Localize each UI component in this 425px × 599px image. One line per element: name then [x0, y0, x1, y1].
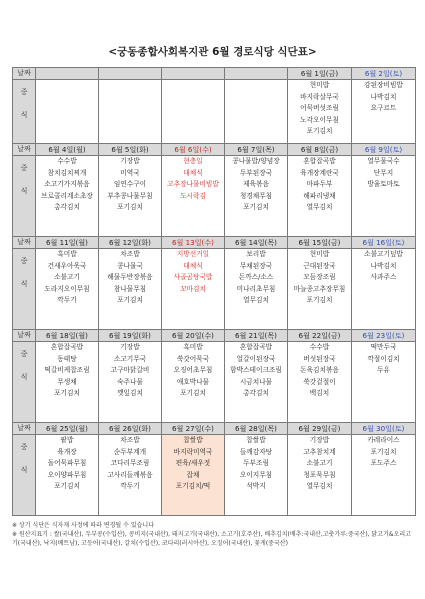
menu-item: 깍절이김치	[367, 354, 400, 363]
day-date	[162, 68, 225, 80]
menu-item: 두부된장국	[239, 168, 273, 177]
date-row	[13, 144, 416, 156]
day-menu-cell	[352, 156, 416, 237]
menu-item: 청포묵무침	[303, 470, 336, 479]
menu-item: 나박김치	[370, 261, 397, 270]
menu-item: 떡만두국	[370, 343, 397, 351]
menu-item: 고구마닭갈비	[110, 366, 150, 375]
meal-row-label	[13, 435, 36, 516]
menu-item: 마늘종고추장무침	[293, 284, 346, 293]
menu-item: 수수밥	[57, 157, 77, 165]
meal-label-char: 중	[20, 87, 28, 96]
menu-item: 고사리들깨볶음	[107, 470, 153, 479]
day-menu-cell	[162, 435, 225, 516]
menu-item: 수수밥	[309, 343, 330, 351]
menu-item: 단무지	[373, 168, 394, 177]
menu-item: 두유	[377, 366, 390, 375]
menu-item: 제육볶음	[243, 180, 269, 189]
menu-item: 잡채	[186, 470, 200, 479]
menu-item: 무생채	[57, 377, 77, 386]
menu-item: 팥밥	[60, 436, 74, 444]
day-date: 6월 13일(수)	[162, 237, 225, 249]
menu-item: 찹쌀밥	[246, 436, 266, 444]
menu-item: 백김치	[309, 389, 330, 398]
menu-item: 깻잎김치	[117, 389, 143, 398]
day-date	[36, 68, 99, 80]
menu-item: 포기김치	[54, 389, 80, 398]
menu-item: 카레라이스	[367, 436, 400, 444]
day-menu-cell	[36, 435, 99, 516]
menu-item: 얼갈이된장국	[236, 354, 276, 363]
day-date: 6월 12일(화)	[99, 237, 162, 249]
menu-item: 현충일	[183, 157, 203, 165]
day-menu-cell	[99, 342, 162, 423]
day-menu-cell	[288, 435, 352, 516]
day-menu-cell	[352, 435, 416, 516]
day-menu-cell	[99, 435, 162, 516]
menu-item: 해물두반장볶음	[107, 273, 153, 282]
day-date: 6월 21일(목)	[225, 330, 288, 342]
menu-item: 현미밥	[309, 250, 330, 258]
day-date: 6월 20일(수)	[162, 330, 225, 342]
menu-item: 석박지	[246, 482, 266, 491]
menu-item: 깍두기	[57, 296, 77, 305]
menu-item: 모듬장조림	[303, 273, 336, 282]
day-date: 6월 6일(수)	[162, 144, 225, 156]
menu-item: 소불고기덮밥	[364, 250, 403, 258]
menu-item: 지방선거일	[176, 250, 210, 258]
menu-item: 고추장나물비빔밥	[167, 180, 219, 189]
menu-item: 육개장계란국	[300, 168, 339, 177]
date-row	[13, 423, 416, 435]
menu-item: 브로콜리계소초장	[41, 191, 93, 200]
menu-item: 두부조림	[243, 459, 269, 468]
date-row-label: 날짜	[13, 330, 36, 342]
day-date: 6월 9일(토)	[352, 144, 416, 156]
menu-item: 차조밥	[120, 250, 140, 258]
menu-item: 돈육김치볶음	[300, 366, 339, 375]
menu-item: 도시락김	[180, 191, 206, 200]
day-date: 6월 1일(금)	[288, 68, 352, 80]
menu-notes	[12, 521, 415, 548]
menu-item: 총각김치	[54, 203, 80, 212]
meal-row	[13, 435, 416, 516]
menu-item: 도라지오이무침	[44, 284, 90, 293]
menu-item: 열무김치	[243, 296, 269, 305]
day-menu-cell	[352, 249, 416, 330]
menu-item: 혼합잡곡밥	[303, 157, 336, 165]
menu-item: 시금치나물	[239, 377, 273, 386]
menu-item: 미나리초무침	[236, 284, 276, 293]
day-date: 6월 29일(금)	[288, 423, 352, 435]
menu-item: 참치김치찌개	[47, 168, 87, 177]
day-date: 6월 14일(목)	[225, 237, 288, 249]
menu-item: 오이양파무침	[47, 470, 87, 479]
day-menu-cell	[36, 249, 99, 330]
menu-item: 흑미밥	[57, 250, 77, 258]
menu-item: 강된장비빔밥	[364, 81, 403, 89]
menu-item: 미역국	[120, 168, 140, 177]
day-menu-cell	[36, 80, 99, 144]
menu-item: 열무김치	[306, 203, 333, 212]
menu-item: 포기김치/떡	[175, 482, 211, 491]
day-menu-cell	[99, 80, 162, 144]
menu-item: 애호박나물	[176, 377, 210, 386]
day-menu-cell	[288, 80, 352, 144]
menu-item: 돌어묵파무침	[47, 459, 87, 468]
menu-item: 포기김치	[306, 127, 333, 136]
day-date: 6월 16일(토)	[352, 237, 416, 249]
meal-row-label	[13, 342, 36, 423]
meal-row	[13, 342, 416, 423]
menu-item: 꼬마김치	[180, 284, 206, 293]
menu-item: 해파리냉채	[303, 191, 336, 200]
day-date: 6월 25일(월)	[36, 423, 99, 435]
day-date: 6월 22일(금)	[288, 330, 352, 342]
menu-item: 포도주스	[370, 459, 397, 468]
day-menu-cell	[288, 342, 352, 423]
day-date: 6월 30일(토)	[352, 423, 416, 435]
menu-item: 근대된장국	[303, 261, 336, 270]
menu-item: 열무물국수	[367, 157, 400, 165]
meal-menu-table	[12, 67, 416, 516]
notes-change-disclaimer: ※ 상기 식단은 식자재 사정에 따라 변경될 수 있습니다	[12, 522, 155, 529]
menu-item: 육개장	[57, 447, 77, 456]
day-menu-cell	[36, 156, 99, 237]
menu-item: 청경채무침	[239, 191, 273, 200]
day-menu-cell	[99, 156, 162, 237]
day-date: 6월 8일(금)	[288, 144, 352, 156]
meal-row	[13, 249, 416, 330]
menu-title: <궁동종합사회복지관 6월 경로식당 식단표>	[108, 46, 317, 58]
day-menu-cell	[225, 249, 288, 330]
menu-item: 포기김치	[243, 203, 269, 212]
menu-item: 무채된장국	[239, 261, 273, 270]
day-menu-cell	[225, 342, 288, 423]
day-menu-cell	[36, 342, 99, 423]
day-date: 6월 5일(화)	[99, 144, 162, 156]
menu-item: 현미밥	[309, 81, 330, 89]
meal-row	[13, 80, 416, 144]
date-row	[13, 237, 416, 249]
day-date: 6월 26일(화)	[99, 423, 162, 435]
date-row-label: 날짜	[13, 237, 36, 249]
day-date: 6월 18일(월)	[36, 330, 99, 342]
menu-item: 소고기가지볶음	[44, 180, 90, 189]
day-menu-cell	[288, 249, 352, 330]
day-menu-cell	[288, 156, 352, 237]
menu-item: 바지락살무국	[300, 92, 339, 101]
menu-item: 혼합잡곡밥	[50, 343, 84, 351]
day-menu-cell	[99, 249, 162, 330]
menu-item: 사골곰탕국밥	[173, 273, 213, 282]
day-date: 6월 7일(목)	[225, 144, 288, 156]
menu-item: 포기김치	[117, 296, 143, 305]
menu-item: 순두부계개	[113, 447, 147, 456]
menu-item: 함박스테이크조림	[230, 366, 282, 375]
menu-item: 콩나물국	[117, 261, 143, 270]
day-date: 6월 27일(수)	[162, 423, 225, 435]
menu-item: 오이지무침	[239, 470, 273, 479]
meal-row-label	[13, 80, 36, 144]
notes-origin-label: ※ 원산지표기 : 쌀(국내산), 두부콩(수입산), 콩비지(국내산), 돼지고기(국내산), 소고기(호주산), 배추김치(배추:국내산,고춧가루:중국산), 닭고기&오리고기(국내산), 낙지(베트남), 고등어(국내산), 갈치(수입산), 코다리(러시아산), 오징어(국내산), 꽃게(중국산)	[12, 531, 411, 547]
menu-item: 소불고기	[54, 273, 80, 282]
menu-item: 찹쌀밥	[183, 436, 203, 444]
menu-item: 총각김치	[243, 389, 269, 398]
menu-item: 차조밥	[120, 436, 140, 444]
day-menu-cell	[162, 156, 225, 237]
date-row-label: 날짜	[13, 68, 36, 80]
meal-label-char: 중	[20, 349, 28, 358]
day-date: 6월 28일(목)	[225, 423, 288, 435]
day-date: 6월 4일(월)	[36, 144, 99, 156]
menu-item: 콩나물밥/양념장	[232, 157, 280, 165]
date-row	[13, 330, 416, 342]
day-menu-cell	[352, 80, 416, 144]
menu-item: 소고기무국	[113, 354, 147, 363]
menu-item: 포기김치	[180, 389, 206, 398]
menu-item: 포기김치	[370, 447, 397, 456]
menu-item: 열무김치	[306, 482, 333, 491]
menu-item: 깍두기	[120, 482, 140, 491]
day-menu-cell	[162, 249, 225, 330]
day-date: 6월 2일(토)	[352, 68, 416, 80]
meal-label-char: 중	[20, 442, 28, 451]
day-menu-cell	[162, 342, 225, 423]
menu-item: 보리밥	[246, 250, 266, 258]
menu-item: 혼합잡곡밥	[239, 343, 273, 351]
date-row	[13, 68, 416, 80]
menu-item: 쑥갓어묵국	[176, 354, 210, 363]
menu-item: 포기김치	[54, 482, 80, 491]
date-row-label: 날짜	[13, 423, 36, 435]
meal-row	[13, 156, 416, 237]
menu-item: 흑미밥	[183, 343, 203, 351]
date-row-label: 날짜	[13, 144, 36, 156]
menu-item: 떡갈비케찹조림	[44, 366, 90, 375]
menu-item: 바지락미역국	[173, 447, 213, 456]
menu-item: 포기김치	[306, 296, 333, 305]
menu-item: 들깨감자탕	[239, 447, 273, 456]
meal-label-char: 식	[20, 110, 28, 119]
day-menu-cell	[352, 342, 416, 423]
meal-row-label	[13, 156, 36, 237]
menu-item: 임연수구이	[113, 180, 147, 189]
menu-item: 어묵버섯조림	[300, 104, 339, 113]
meal-label-char: 중	[20, 163, 28, 172]
meal-label-char: 중	[20, 256, 28, 265]
meal-label-char: 식	[20, 186, 28, 195]
day-menu-cell	[225, 80, 288, 144]
menu-item: 소불고기	[306, 459, 333, 468]
meal-label-char: 식	[20, 279, 28, 288]
menu-item: 숙주나물	[117, 377, 143, 386]
menu-item: 요구르트	[370, 104, 397, 113]
menu-item: 참나물무침	[113, 284, 147, 293]
menu-item: 방울토마토	[367, 180, 400, 189]
menu-item: 코다리무조림	[110, 459, 150, 468]
menu-item: 기장밥	[309, 436, 330, 444]
day-date: 6월 23일(토)	[352, 330, 416, 342]
day-date: 6월 11일(월)	[36, 237, 99, 249]
menu-item: 포기김치	[117, 203, 143, 212]
menu-item: 동태탕	[57, 354, 77, 363]
day-menu-cell	[225, 156, 288, 237]
day-date	[225, 68, 288, 80]
day-menu-cell	[162, 80, 225, 144]
meal-label-char: 식	[20, 465, 28, 474]
menu-item: 오징어초무침	[173, 366, 213, 375]
menu-item: 나박김치	[370, 92, 397, 101]
menu-item: 편육/새우젓	[175, 459, 211, 468]
day-date: 6월 15일(금)	[288, 237, 352, 249]
meal-row-label	[13, 249, 36, 330]
menu-item: 대체식	[183, 168, 203, 177]
menu-item: 기장밥	[120, 157, 140, 165]
menu-item: 기장밥	[120, 343, 140, 351]
menu-item: 쑥갓겉절이	[303, 377, 336, 386]
day-date: 6월 19일(화)	[99, 330, 162, 342]
menu-item: 돈까스/소스	[238, 273, 274, 282]
menu-item: 건새우아욱국	[47, 261, 87, 270]
menu-item: 사과주스	[370, 273, 397, 282]
day-menu-cell	[225, 435, 288, 516]
menu-item: 부추콩나물무침	[107, 191, 153, 200]
menu-item: 대체식	[183, 261, 203, 270]
day-date	[99, 68, 162, 80]
menu-item: 노각오이무침	[300, 115, 339, 124]
menu-item: 마파두부	[306, 180, 333, 189]
menu-item: 고추참치계	[303, 447, 336, 456]
meal-label-char: 식	[20, 372, 28, 381]
menu-item: 버섯된장국	[303, 354, 336, 363]
